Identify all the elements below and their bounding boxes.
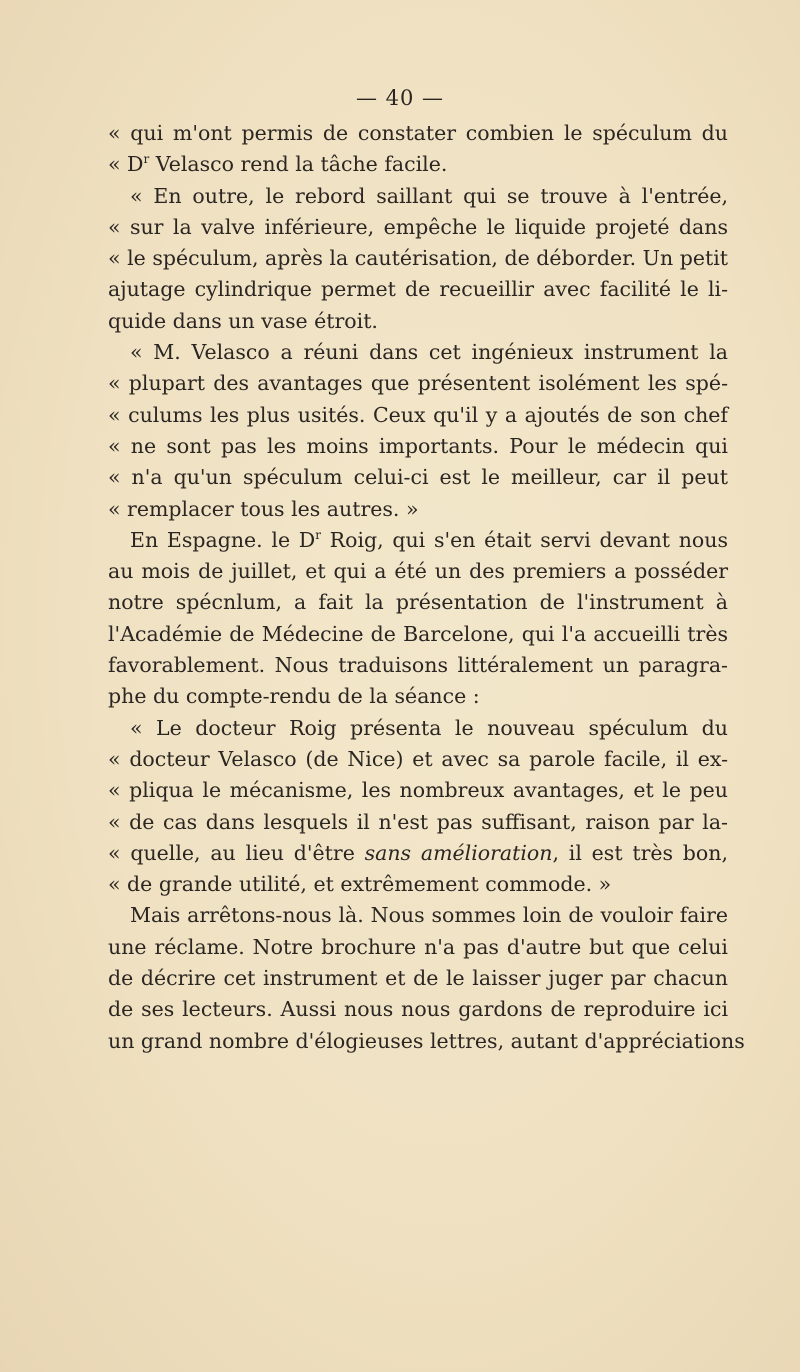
paragraph-start-line: « En outre, le rebord saillant qui se trouve à l'entrée, [130,183,728,208]
body-text [108,118,745,1057]
text-line: de ses lecteurs. Aussi nous nous gardons de reproduire ici [108,997,728,1022]
paragraph-start-line: En Espagne. le $D^r$ Roig, qui s'en était servi devant nous [130,527,728,552]
text-line: un grand nombre d'élogieuses lettres, autant d'appréciations [108,1028,745,1053]
text-line: « pliqua le mécanisme, les nombreux avantages, et le peu [108,778,728,803]
paragraph-start-line: « Le docteur Roig présenta le nouveau spéculum du [130,715,728,740]
text-line: l'Académie de Médecine de Barcelone, qui l'a accueilli très [108,621,728,646]
text-line: « qui m'ont permis de constater combien le spéculum du [108,121,728,145]
text-line: « n'a qu'un spéculum celui-ci est le meilleur, car il peut [108,465,728,490]
text-line: « docteur Velasco (de Nice) et avec sa parole facile, il ex- [108,746,728,771]
text-line: « quelle, au lieu d'être sans amélioration, il est très bon, [108,840,728,865]
text-line: notre spécnlum, a fait la présentation de l'instrument à [108,590,728,615]
text-line: ajutage cylindrique permet de recueillir avec facilité le li- [108,277,728,302]
text-line: favorablement. Nous traduisons littéralement un paragra- [108,653,728,678]
paragraph-start-line: « M. Velasco a réuni dans cet ingénieux instrument la [130,340,728,365]
page-number: — 40 — [355,86,445,110]
text-line: « plupart des avantages que présentent isolément les spé- [108,371,728,396]
text-line: « culums les plus usités. Ceux qu'il y a ajoutés de son chef [108,402,728,427]
paragraph-start-line: Mais arrêtons-nous là. Nous sommes loin de vouloir faire [130,903,728,928]
text-line: « de cas dans lesquels il n'est pas suffisant, raison par la- [108,809,728,834]
text-line: une réclame. Notre brochure n'a pas d'autre but que celui [108,934,728,959]
text-line: de décrire cet instrument et de le laisser juger par chacun [108,966,728,991]
text-line: « $D^r$ Velasco rend la tâche facile. [108,152,448,177]
text-line: « ne sont pas les moins importants. Pour le médecin qui [108,433,728,458]
text-line: « sur la valve inférieure, empêche le liquide projeté dans [108,214,728,239]
text-line: « de grande utilité, et extrêmement commode. » [108,872,612,897]
text-line: quide dans un vase étroit. [108,308,378,333]
text-line: phe du compte-rendu de la séance : [108,684,480,709]
text-line: « le spéculum, après la cautérisation, de déborder. Un petit [108,246,728,271]
text-line: au mois de juillet, et qui a été un des premiers a posséder [108,559,728,584]
text-line: « remplacer tous les autres. » [108,496,419,521]
